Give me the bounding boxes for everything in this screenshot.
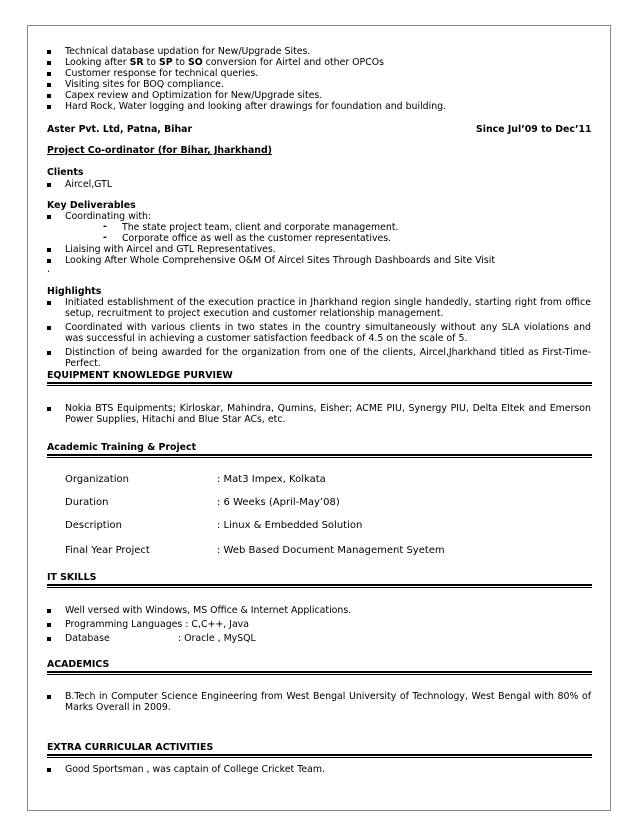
stray-dot: . [47, 264, 50, 275]
list-item: Coordinating with: [65, 211, 152, 222]
sub-list-item: The state project team, client and corporate management. [122, 222, 399, 233]
list-item: Nokia BTS Equipments; Kirloskar, Mahindra, Qumins, Eisher; ACME PIU, Synergy PIU, Delta Eltek and Emerson Power Supplies, Hitachi and Blue Star ACs, etc. [65, 403, 591, 425]
list-item: Coordinated with various clients in two states in the country simultaneously without any SLA violations and was successful in achieving a customer satisfaction feedback of 4.5 on the scale of 5. [65, 322, 591, 344]
dash-icon: - [103, 232, 107, 243]
list-item: Looking After Whole Comprehensive O&M Of Aircel Sites Through Dashboards and Site Visit [65, 255, 496, 266]
list-item: Capex review and Optimization for New/Upgrade sites. [65, 90, 323, 101]
section-rule [47, 382, 592, 386]
list-item: Distinction of being awarded for the organization from one of the clients, Aircel,Jharkhand titled as First-Time-Perfect. [65, 347, 591, 369]
job-title: Project Co-ordinator (for Bihar, Jharkhand) [47, 145, 272, 156]
bullet-icon [47, 105, 51, 109]
list-item: Technical database updation for New/Upgrade Sites. [65, 46, 311, 57]
highlights-heading: Highlights [47, 286, 102, 297]
bullet-icon [47, 50, 51, 54]
bullet-icon [47, 637, 51, 641]
section-rule [47, 454, 592, 458]
training-label: Duration [65, 497, 109, 508]
list-item-value: : Oracle , MySQL [178, 633, 256, 644]
clients-heading: Clients [47, 167, 84, 178]
bullet-icon [47, 301, 51, 305]
list-item: Customer response for technical queries. [65, 68, 259, 79]
list-item: Looking after SR to SP to SO conversion for Airtel and other OPCOs [65, 57, 385, 68]
bullet-icon [47, 248, 51, 252]
list-item: Hard Rock, Water logging and looking after drawings for foundation and building. [65, 101, 447, 112]
sub-list-item: Corporate office as well as the customer representatives. [122, 233, 392, 244]
training-value: : Linux & Embedded Solution [217, 520, 363, 531]
list-item: Programming Languages : C,C++, Java [65, 619, 249, 630]
list-item: Aircel,GTL [65, 179, 113, 190]
bullet-icon [47, 61, 51, 65]
list-item: Good Sportsman , was captain of College Cricket Team. [65, 764, 325, 775]
section-heading: ACADEMICS [47, 659, 110, 670]
list-item: B.Tech in Computer Science Engineering from West Bengal University of Technology, West Bengal with 80% of Marks Overall in 2009. [65, 691, 591, 713]
job-period: Since Jul’09 to Dec’11 [476, 124, 592, 135]
list-item: Liaising with Aircel and GTL Representatives. [65, 244, 276, 255]
section-rule [47, 584, 592, 588]
section-rule [47, 754, 592, 758]
bullet-icon [47, 183, 51, 187]
section-heading: Academic Training & Project [47, 442, 197, 453]
list-item: Initiated establishment of the execution practice in Jharkhand region single handedly, starting right from office setup, recruitment to project execution and customer relationship management. [65, 297, 591, 319]
section-rule [47, 671, 592, 675]
training-value: : Mat3 Impex, Kolkata [217, 474, 326, 485]
company-name: Aster Pvt. Ltd, Patna, Bihar [47, 124, 193, 135]
dash-icon: - [103, 221, 107, 232]
training-value: : 6 Weeks (April-May’08) [217, 497, 340, 508]
bullet-icon [47, 609, 51, 613]
list-item: Visiting sites for BOQ compliance. [65, 79, 224, 90]
training-label: Final Year Project [65, 545, 150, 556]
section-heading: EXTRA CURRICULAR ACTIVITIES [47, 742, 214, 753]
section-heading: IT SKILLS [47, 572, 97, 583]
bullet-icon [47, 326, 51, 330]
bullet-icon [47, 768, 51, 772]
bullet-icon [47, 215, 51, 219]
bullet-icon [47, 351, 51, 355]
bullet-icon [47, 94, 51, 98]
bullet-icon [47, 695, 51, 699]
training-label: Description [65, 520, 122, 531]
training-value: : Web Based Document Management Syetem [217, 545, 445, 556]
bullet-icon [47, 72, 51, 76]
section-heading: EQUIPMENT KNOWLEDGE PURVIEW [47, 370, 233, 381]
training-label: Organization [65, 474, 129, 485]
list-item: Database [65, 633, 110, 644]
deliverables-heading: Key Deliverables [47, 200, 136, 211]
bullet-icon [47, 83, 51, 87]
bullet-icon [47, 407, 51, 411]
list-item: Well versed with Windows, MS Office & Internet Applications. [65, 605, 352, 616]
bullet-icon [47, 623, 51, 627]
bullet-icon [47, 259, 51, 263]
